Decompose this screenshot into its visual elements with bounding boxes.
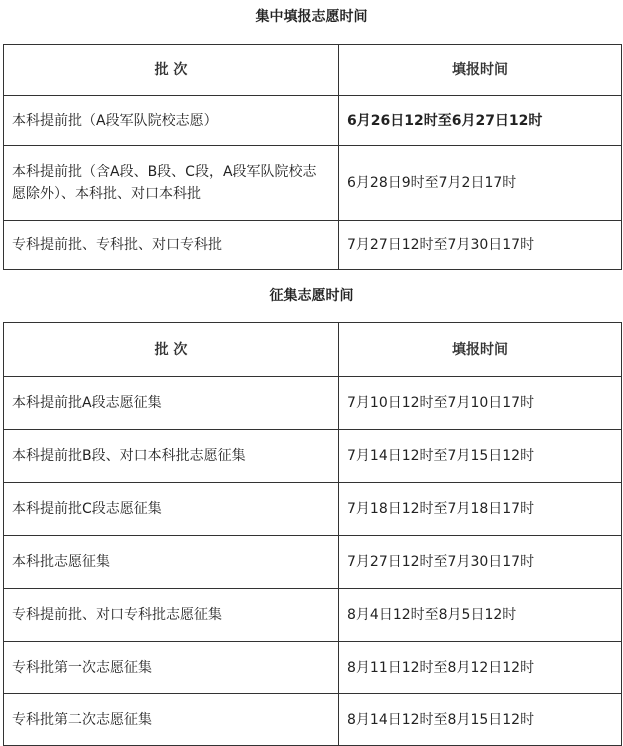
batch-cell: 专科提前批、专科批、对口专科批 [4, 221, 339, 270]
batch-cell: 本科提前批（A段军队院校志愿） [4, 96, 339, 146]
header-batch: 批 次 [4, 45, 339, 96]
table-row [4, 96, 622, 146]
time-cell: 6月26日12时至6月27日12时 [339, 96, 622, 146]
time-cell: 7月14日12时至7月15日12时 [339, 430, 622, 483]
table-row [4, 146, 622, 221]
batch-cell: 专科批第二次志愿征集 [4, 694, 339, 746]
solicitation-schedule-table [3, 322, 622, 746]
section-title-solicitation: 征集志愿时间 [269, 288, 354, 304]
time-cell: 6月28日9时至7月2日17时 [339, 146, 622, 221]
table-row [4, 483, 622, 536]
batch-cell: 本科批志愿征集 [4, 536, 339, 589]
time-cell: 8月14日12时至8月15日12时 [339, 694, 622, 746]
batch-cell: 专科批第一次志愿征集 [4, 642, 339, 694]
table-header-row [4, 323, 622, 377]
table-row [4, 536, 622, 589]
centralized-schedule-table [3, 44, 622, 270]
batch-cell: 本科提前批C段志愿征集 [4, 483, 339, 536]
table-row [4, 642, 622, 694]
time-cell: 8月4日12时至8月5日12时 [339, 589, 622, 642]
table-row [4, 694, 622, 746]
header-time: 填报时间 [339, 45, 622, 96]
header-time: 填报时间 [339, 323, 622, 377]
batch-cell: 本科提前批（含A段、B段、C段，A段军队院校志愿除外）、本科批、对口本科批 [4, 146, 339, 221]
time-cell: 7月27日12时至7月30日17时 [339, 536, 622, 589]
time-cell: 8月11日12时至8月12日12时 [339, 642, 622, 694]
time-cell: 7月27日12时至7月30日17时 [339, 221, 622, 270]
time-cell: 7月10日12时至7月10日17时 [339, 377, 622, 430]
table-row [4, 589, 622, 642]
table-header-row [4, 45, 622, 96]
batch-cell: 专科提前批、对口专科批志愿征集 [4, 589, 339, 642]
table-row [4, 430, 622, 483]
batch-cell: 本科提前批A段志愿征集 [4, 377, 339, 430]
table-row [4, 377, 622, 430]
header-batch: 批 次 [4, 323, 339, 377]
table-row [4, 221, 622, 270]
time-cell: 7月18日12时至7月18日17时 [339, 483, 622, 536]
section-title-centralized: 集中填报志愿时间 [255, 9, 368, 25]
batch-cell: 本科提前批B段、对口本科批志愿征集 [4, 430, 339, 483]
